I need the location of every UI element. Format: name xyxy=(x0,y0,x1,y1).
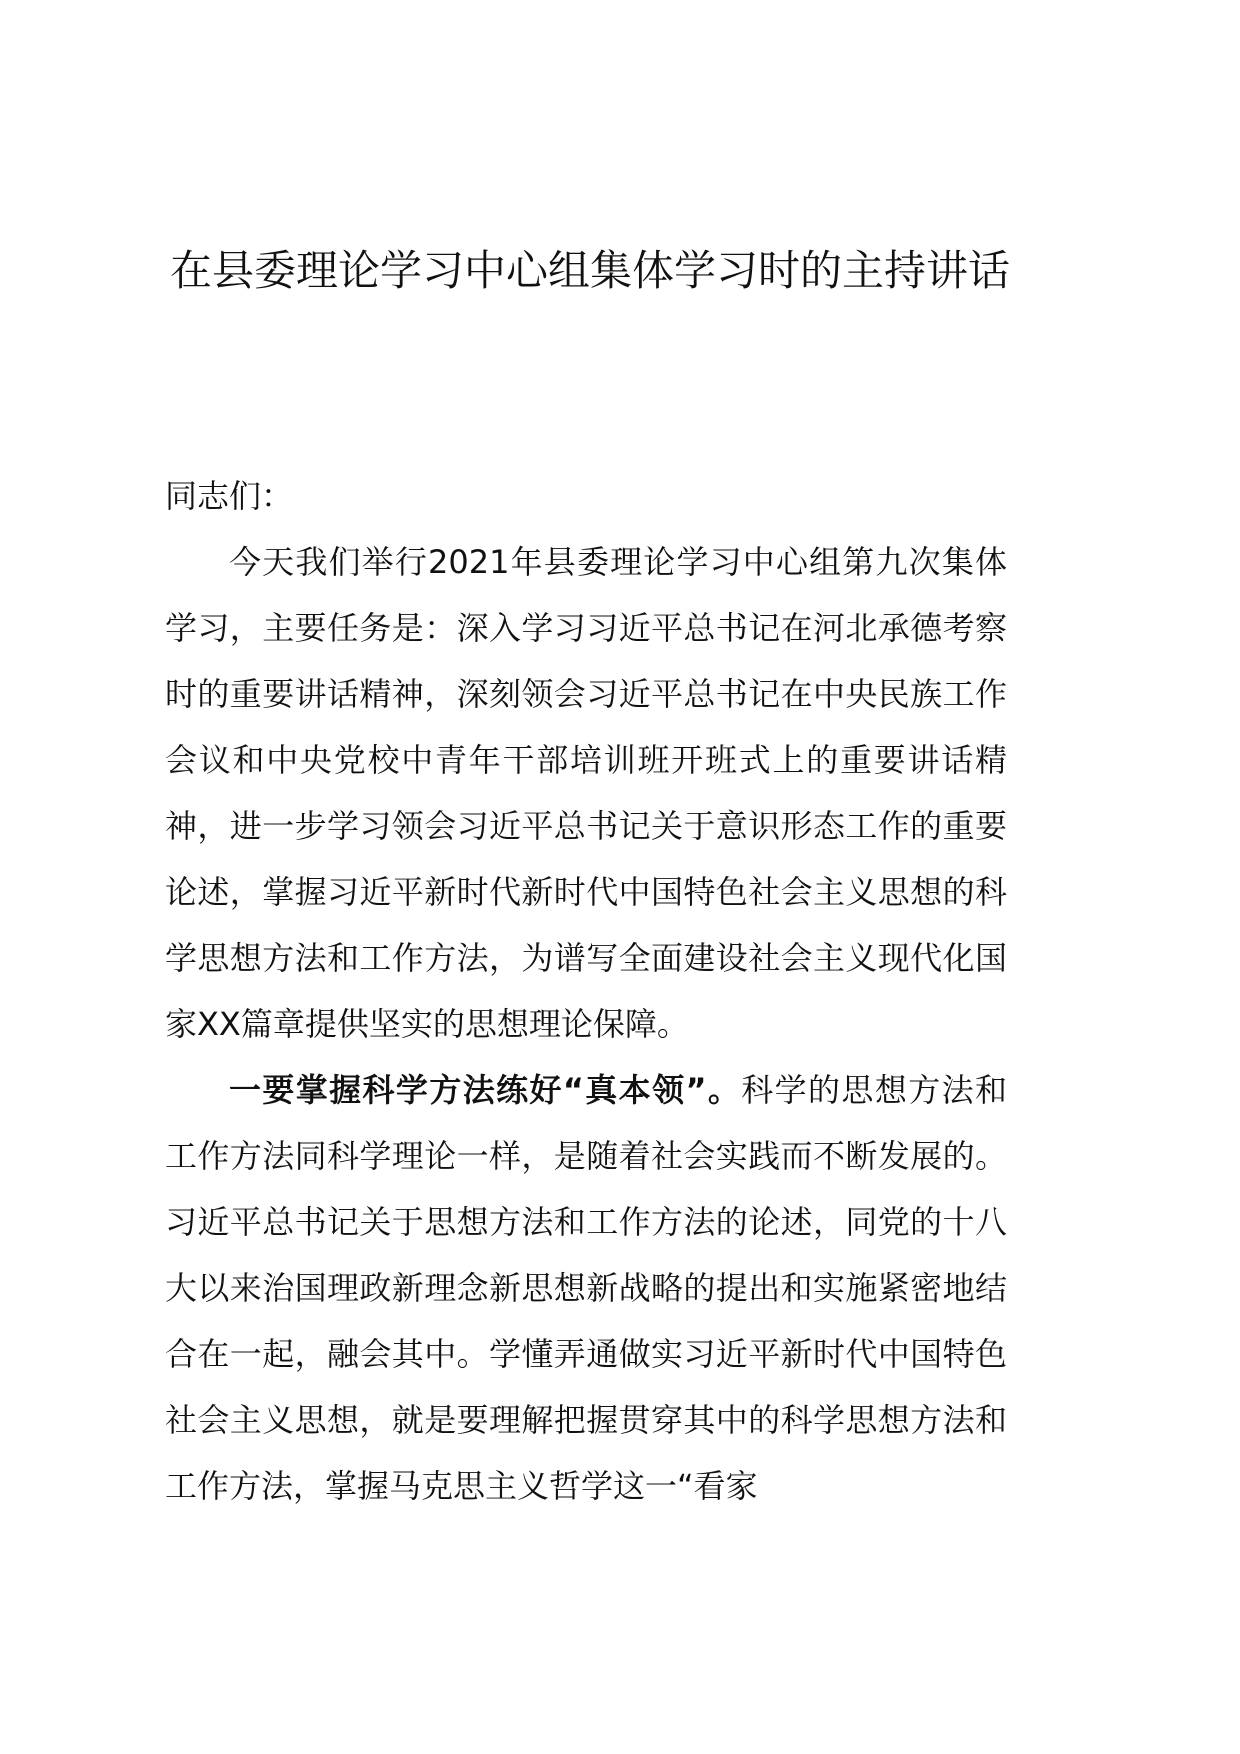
paragraph-text: 科学的思想方法和工作方法同科学理论一样，是随着社会实践而不断发展的。习近平总书记关于思想方法和工作方法的论述，同党的十八大以来治国理政新理念新思想新战略的提出和实施紧密地结合在一起，融会其中。学懂弄通做实习近平新时代中国特色社会主义思想，就是要理解把握贯穿其中的科学思想方法和工作方法，掌握马克思主义哲学这一“看家 xyxy=(165,1071,1007,1505)
paragraph-lead-heading: 一要掌握科学方法练好“真本领”。 xyxy=(229,1071,742,1109)
paragraph-intro xyxy=(165,529,1007,1057)
salutation: 同志们： xyxy=(165,477,294,515)
document-title: 在县委理论学习中心组集体学习时的主持讲话 xyxy=(169,246,1010,295)
paragraph-point-one xyxy=(165,1057,1007,1519)
document-body xyxy=(165,463,1007,1519)
paragraph-text: 今天我们举行2021年县委理论学习中心组第九次集体学习，主要任务是：深入学习习近平总书记在河北承德考察时的重要讲话精神，深刻领会习近平总书记在中央民族工作会议和中央党校中青年干部培训班开班式上的重要讲话精神，进一步学习领会习近平总书记关于意识形态工作的重要论述，掌握习近平新时代新时代中国特色社会主义思想的科学思想方法和工作方法，为谱写全面建设社会主义现代化国家XX篇章提供坚实的思想理论保障。 xyxy=(165,543,1007,1043)
